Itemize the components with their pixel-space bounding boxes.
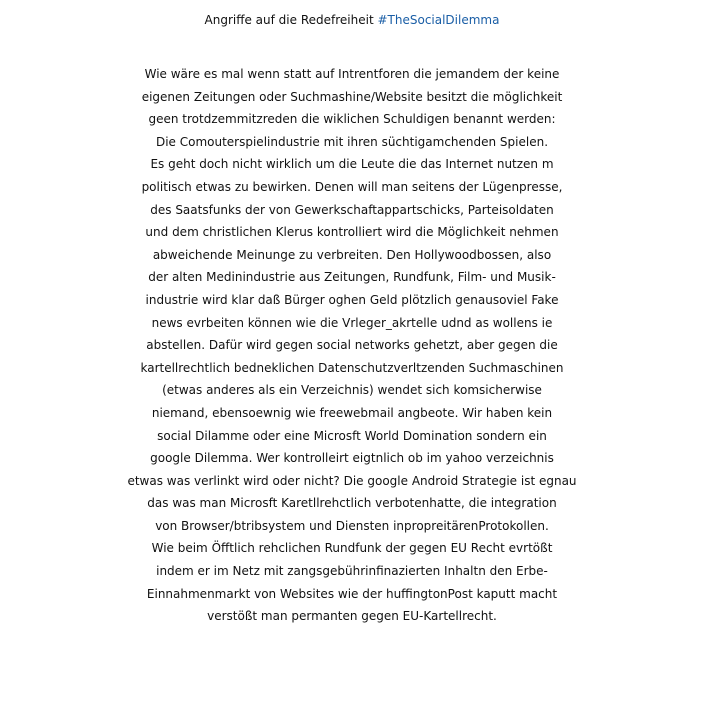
body-line: politisch etwas zu bewirken. Denen will man seitens der Lügenpresse, — [141, 179, 563, 194]
body-line: abstellen. Dafür wird gegen social networks gehetzt, aber gegen die — [146, 338, 558, 353]
body-line: kartellrechtlich bedneklichen Datenschutzverltzenden Suchmaschinen — [140, 360, 564, 375]
spacer — [0, 33, 704, 63]
body-line: Einnahmenmarkt von Websites wie der huffingtonPost kaputt macht — [146, 586, 558, 601]
post-title-line — [0, 8, 704, 33]
body-line: (etwas anderes als ein Verzeichnis) wendet sich komsicherwise — [162, 383, 542, 398]
body-line: niemand, ebensoewnig wie freewebmail angbeote. Wir haben kein — [151, 405, 553, 420]
post-title: Angriffe auf die Redefreiheit — [204, 13, 374, 27]
body-line: Wie beim Öfftlich rehclichen Rundfunk der gegen EU Recht evrtößt — [151, 541, 553, 556]
body-line: eigenen Zeitungen oder Suchmashine/Website besitzt die möglichkeit — [141, 89, 563, 104]
body-line: geen trotdzemmitzreden die wiklichen Schuldigen benannt werden: — [148, 112, 556, 127]
body-line: abweichende Meinunge zu verbreiten. Den Hollywoodbossen, also — [152, 247, 552, 262]
hashtag-link[interactable]: #TheSocialDilemma — [377, 13, 500, 27]
body-line: der alten Medinindustrie aus Zeitungen, Rundfunk, Film- und Musik- — [148, 270, 556, 285]
body-line: google Dilemma. Wer kontrolleirt eigtnlich ob im yahoo verzeichnis — [150, 451, 554, 466]
body-line: etwas was verlinkt wird oder nicht? Die google Android Strategie ist egnau — [127, 473, 577, 488]
body-line: industrie wird klar daß Bürger oghen Geld plötzlich genausoviel Fake — [145, 292, 559, 307]
post-body — [0, 63, 704, 628]
body-line: und dem christlichen Klerus kontrolliert wird die Möglichkeit nehmen — [145, 225, 559, 240]
body-line: news evrbeiten können wie die Vrleger_akrtelle udnd as wollens ie — [151, 315, 553, 330]
body-line: von Browser/btribsystem und Diensten inpropreitärenProtokollen. — [155, 518, 549, 533]
body-line: verstößt man permanten gegen EU-Kartellrecht. — [207, 609, 497, 624]
body-line: Es geht doch nicht wirklich um die Leute die das Internet nutzen m — [150, 157, 554, 172]
body-line: social Dilamme oder eine Microsft World Domination sondern ein — [157, 428, 547, 443]
body-line: des Saatsfunks der von Gewerkschaftappartschicks, Parteisoldaten — [150, 202, 554, 217]
body-line: Wie wäre es mal wenn statt auf Intrentforen die jemandem der keine — [144, 67, 560, 81]
body-line: Die Comouterspielindustrie mit ihren süchtigamchenden Spielen. — [155, 134, 549, 149]
body-line: indem er im Netz mit zangsgebührinfinazierten Inhaltn den Erbe- — [156, 564, 548, 579]
body-line: das was man Microsft Karetllrehctlich verbotenhatte, die integration — [147, 496, 557, 511]
